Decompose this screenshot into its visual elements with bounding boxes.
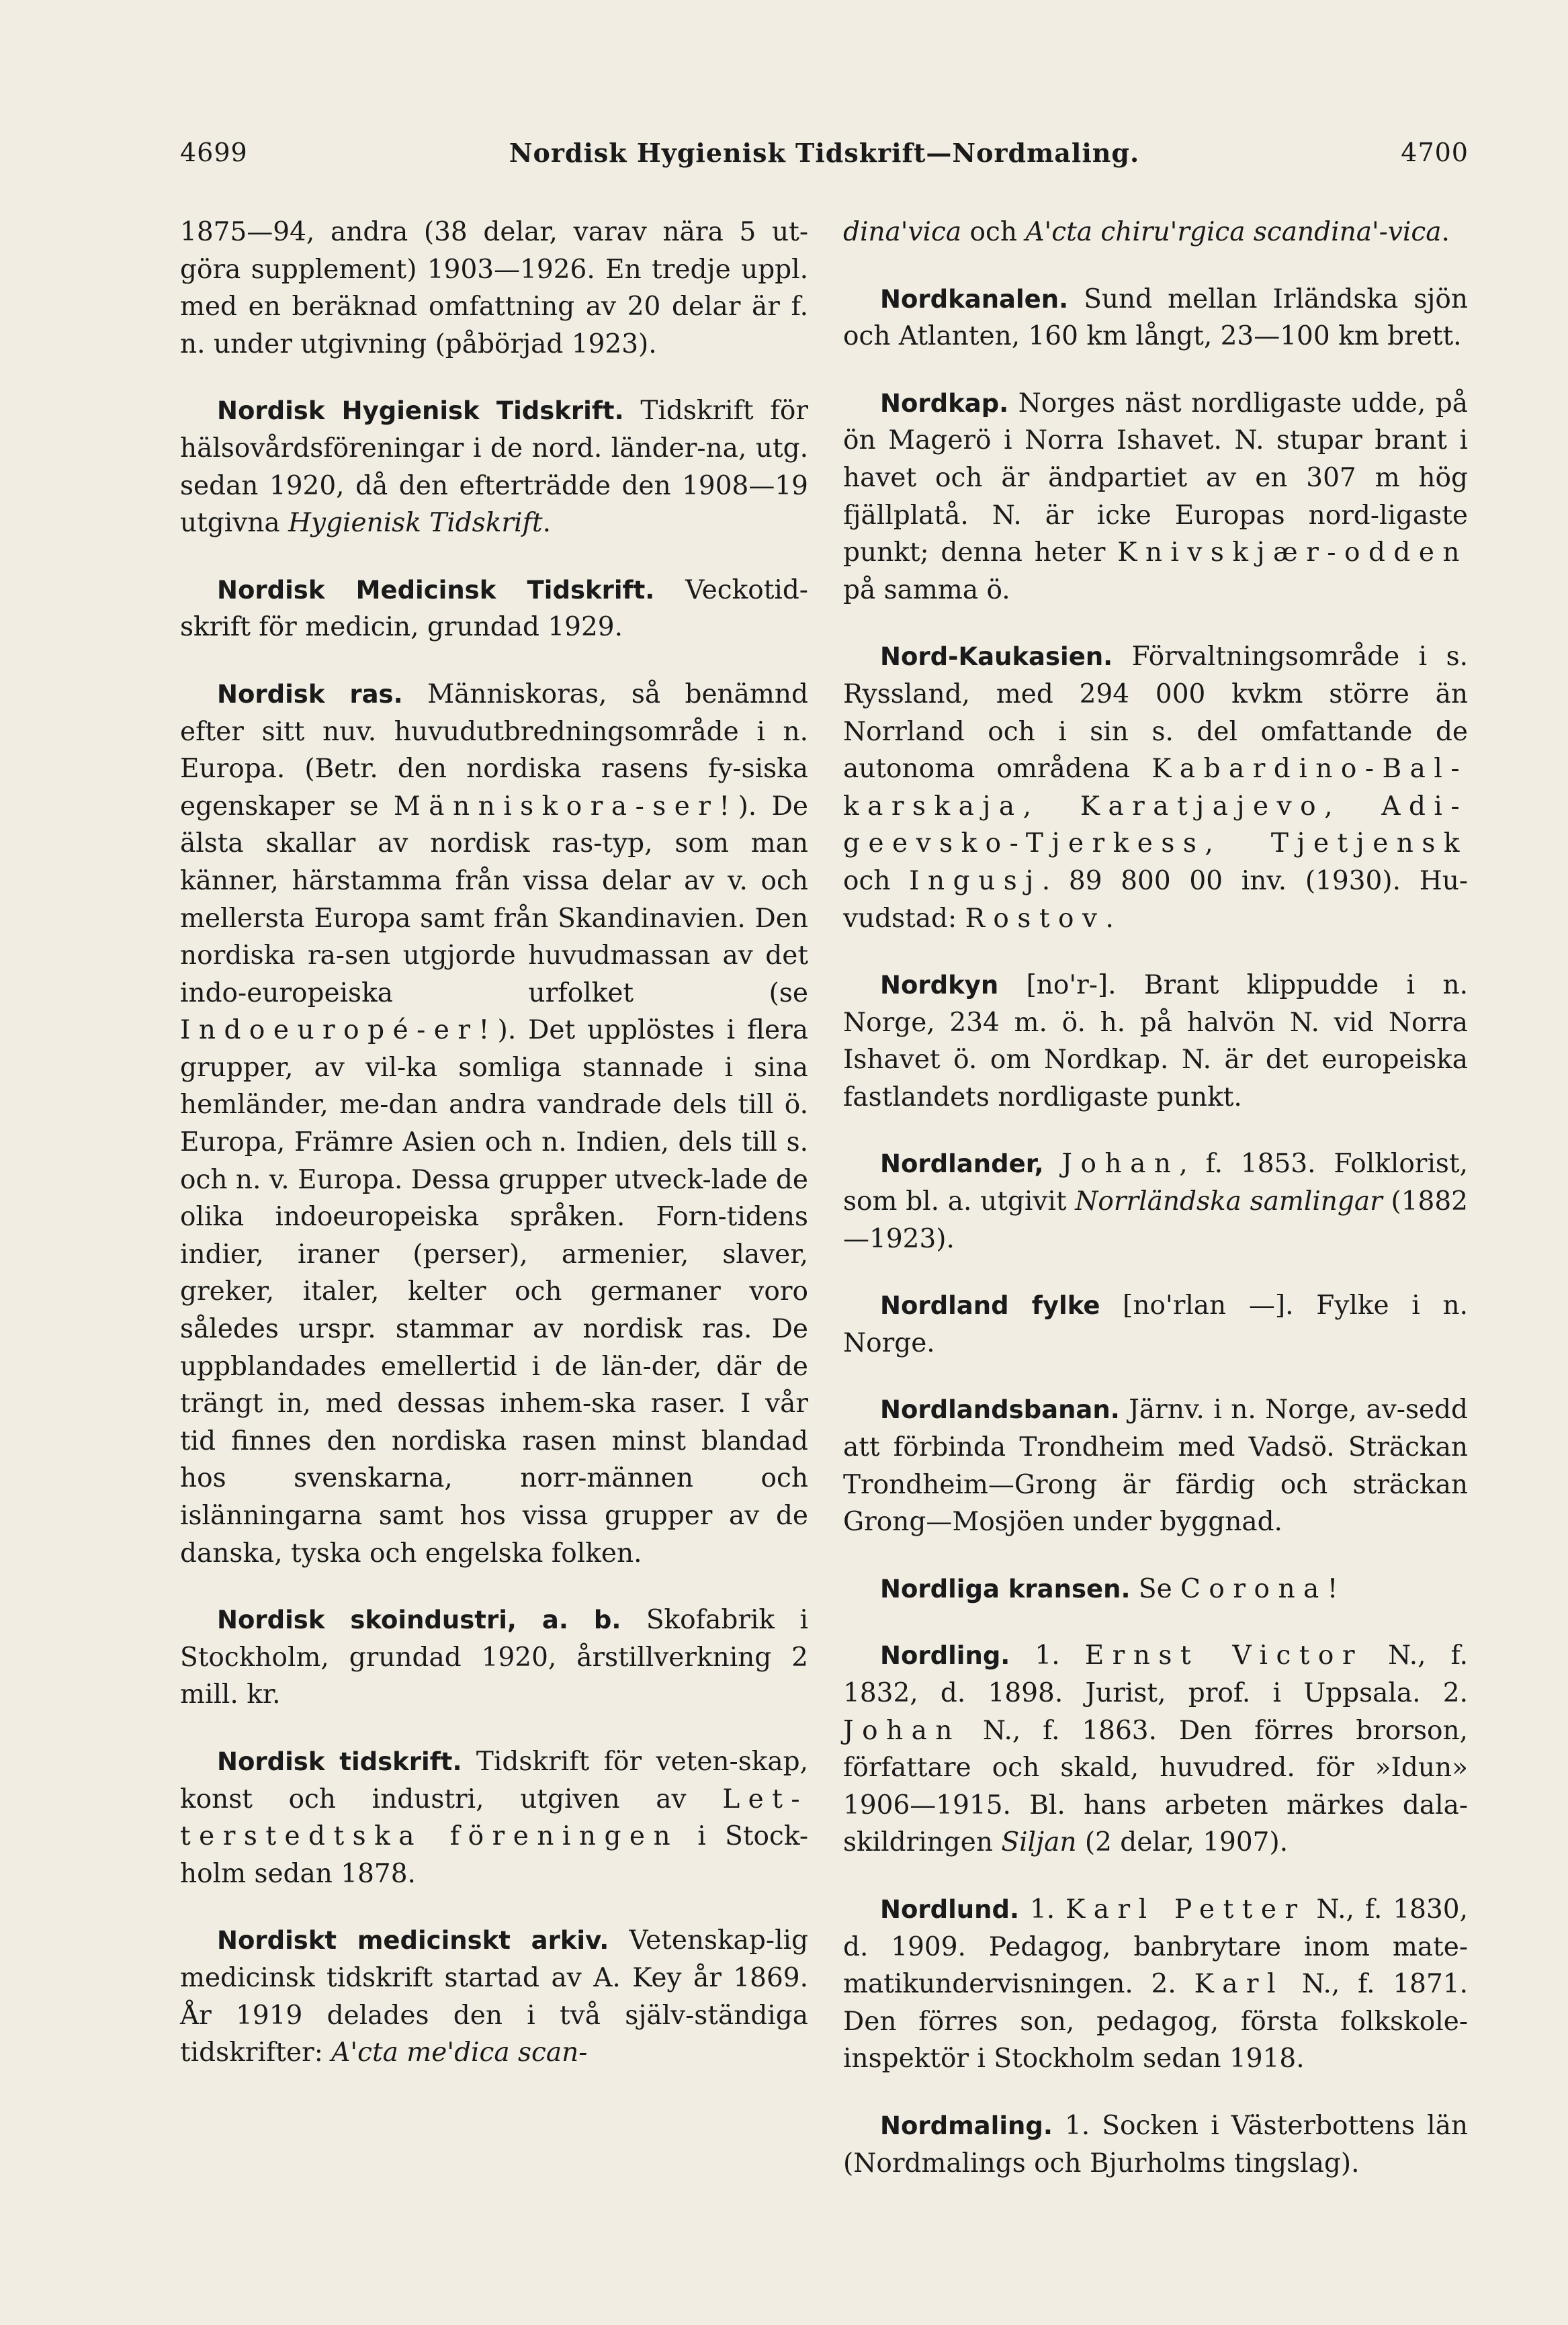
headword: Nordisk ras. — [217, 679, 403, 709]
headword: Nordiskt medicinskt arkiv. — [217, 1926, 609, 1956]
entry-nordisk-medicinsk-tidskrift: Nordisk Medicinsk Tidskrift. Veckotid-skrift för medicin, grundad 1929. — [180, 574, 808, 643]
right-column — [843, 214, 1468, 2211]
cross-reference: Corona — [1180, 1573, 1327, 1604]
entry-nordisk-skoindustri: Nordisk skoindustri, a. b. Skofabrik i Stockholm, grundad 1920, årstillverkning 2 mill. kr. — [180, 1605, 808, 1710]
cross-reference: Människora-ser! — [393, 791, 738, 822]
headword: Nordisk Medicinsk Tidskrift. — [217, 575, 655, 605]
entry-nordlander: Nordlander, Johan, f. 1853. Folklorist, som bl. a. utgivit Norrländska samlingar (1882—1923). — [843, 1149, 1469, 1254]
entry-continuation: dina'vica och A'cta chiru'rgica scandina'-vica. — [843, 217, 1450, 247]
cross-reference: Indoeuropé-er! — [180, 1015, 498, 1046]
running-title: Nordisk Hygienisk Tidskrift—Nordmaling. — [509, 138, 1140, 168]
headword: Nordling. — [880, 1641, 1010, 1671]
headword: Nordkap. — [880, 388, 1009, 418]
entry-nordiskt-medicinskt-arkiv: Nordiskt medicinskt arkiv. Vetenskap-lig medicinsk tidskrift startad av A. Key år 1869. År 1919 delades den i två själv-ständiga tidskrifter: A'cta me'dica scan- — [180, 1925, 808, 2068]
entry-nordisk-hygienisk-tidskrift: Nordisk Hygienisk Tidskrift. Tidskrift för hälsovårdsföreningar i de nord. länder-na, utg. sedan 1920, då den efterträdde den 1908—19 utgivna Hygienisk Tidskrift. — [180, 396, 808, 539]
entry-nordliga-kransen: Nordliga kransen. Se Corona! — [880, 1573, 1338, 1604]
cross-reference: Let-terstedtska föreningen — [180, 1784, 808, 1852]
headword: Nordisk skoindustri, a. b. — [217, 1606, 621, 1635]
entry-nordmaling: Nordmaling. 1. Socken i Västerbottens län (Nordmalings och Bjurholms tingslag). — [843, 2110, 1468, 2179]
page-number-left: 4699 — [180, 138, 248, 167]
headword: Nordmaling. — [880, 2111, 1053, 2140]
headword: Nordland fylke — [880, 1291, 1100, 1321]
entry-continuation: 1875—94, andra (38 delar, varav nära 5 ut-göra supplement) 1903—1926. En tredje uppl. med en beräknad omfattning av 20 delar är f. n. under utgivning (påbörjad 1923). — [180, 217, 808, 359]
entry-nordkap: Nordkap. Norges näst nordligaste udde, på ön Magerö i Norra Ishavet. N. stupar brant i havet och är ändpartiet av en 307 m hög fjällplatå. N. är icke Europas nord-ligaste punkt; denna heter Knivskjær-odden på samma ö. — [843, 388, 1468, 605]
entry-nord-kaukasien: Nord-Kaukasien. Förvaltningsområde i s. Ryssland, med 294 000 kvkm större än Norrland och i sin s. del omfattande de autonoma områdena Kabardino-Bal-karskaja, Karatjajevo, Adi-geevsko-Tjerkess, Tjetjensk och Ingusj. 89 800 00 inv. (1930). Hu-vudstad: Rostov. — [843, 642, 1469, 934]
headword: Nordlund. — [880, 1894, 1020, 1924]
entry-nordling: Nordling. 1. Ernst Victor N., f. 1832, d. 1898. Jurist, prof. i Uppsala. 2. Johan N., f. 1863. Den förres brorson, författare och skald, huvudred. för »Idun» 1906—1915. Bl. hans arbeten märkes dala-skildringen Siljan (2 delar, 1907). — [843, 1640, 1468, 1858]
entry-nordlandsbanan: Nordlandsbanan. Järnv. i n. Norge, av-sedd att förbinda Trondheim med Vadsö. Sträckan Trondheim—Grong är färdig och sträckan Grong—Mosjöen under byggnad. — [843, 1395, 1468, 1538]
entry-nordisk-ras: Nordisk ras. Människoras, så benämnd efter sitt nuv. huvudutbredningsområde i n. Europa. (Betr. den nordiska rasens fy-siska egenskaper se Människora-ser!). De älsta skallar av nordisk ras-typ, som man känner, härstamma från vissa delar av v. och mellersta Europa samt från Skandinavien. Den nordiska ra-sen utgjorde huvudmassan av det indo-europeiska urfolket (se Indoeuropé-er!). Det upplöstes i flera grupper, av vil-ka somliga stannade i sina hemländer, me-dan andra vandrade dels till ö. Europa, Främre Asien och n. Indien, dels till s. och n. v. Europa. Dessa grupper utveck-lade de olika indoeuropeiska språken. Forn-tidens indier, iraner (perser), armenier, slaver, greker, italer, kelter och germaner voro således urspr. stammar av nordisk ras. De uppblandades emellertid i de län-der, där de trängt in, med dessas inhem-ska raser. I vår tid finnes den nordiska rasen minst blandad hos svenskarna, norr-männen och islänningarna samt hos vissa grupper av de danska, tyska och engelska folken. — [180, 678, 809, 1569]
headword: Nord-Kaukasien. — [880, 642, 1113, 672]
entry-nordkyn: Nordkyn [no'r-]. Brant klippudde i n. Norge, 234 m. ö. h. på halvön N. vid Norra Ishavet ö. om Nordkap. N. är det europeiska fastlandets nordligaste punkt. — [843, 970, 1468, 1112]
entry-nordland-fylke: Nordland fylke [no'rlan —]. Fylke i n. Norge. — [843, 1290, 1468, 1358]
headword: Nordisk Hygienisk Tidskrift. — [217, 396, 624, 426]
headword: Nordlandsbanan. — [880, 1395, 1120, 1425]
page-number-right: 4700 — [1401, 138, 1469, 167]
headword: Nordisk tidskrift. — [217, 1747, 462, 1776]
headword: Nordkyn — [880, 971, 999, 1000]
entry-nordisk-tidskrift: Nordisk tidskrift. Tidskrift för veten-skap, konst och industri, utgiven av Let-terstedtska föreningen i Stock-holm sedan 1878. — [180, 1746, 808, 1889]
cross-reference: Knivskjær-odden — [1117, 537, 1468, 568]
page-header — [180, 138, 1469, 185]
headword: Nordlander, — [880, 1149, 1044, 1179]
entry-nordkanalen: Nordkanalen. Sund mellan Irländska sjön och Atlanten, 160 km långt, 23—100 km brett. — [843, 283, 1468, 352]
entry-nordlund: Nordlund. 1. Karl Petter N., f. 1830, d. 1909. Pedagog, banbrytare inom mate-matikundervisningen. 2. Karl N., f. 1871. Den förres son, pedagog, första folkskole-inspektör i Stockholm sedan 1918. — [843, 1894, 1468, 2074]
headword: Nordliga kransen. — [880, 1574, 1131, 1604]
headword: Nordkanalen. — [880, 284, 1069, 314]
left-column — [180, 214, 808, 2101]
